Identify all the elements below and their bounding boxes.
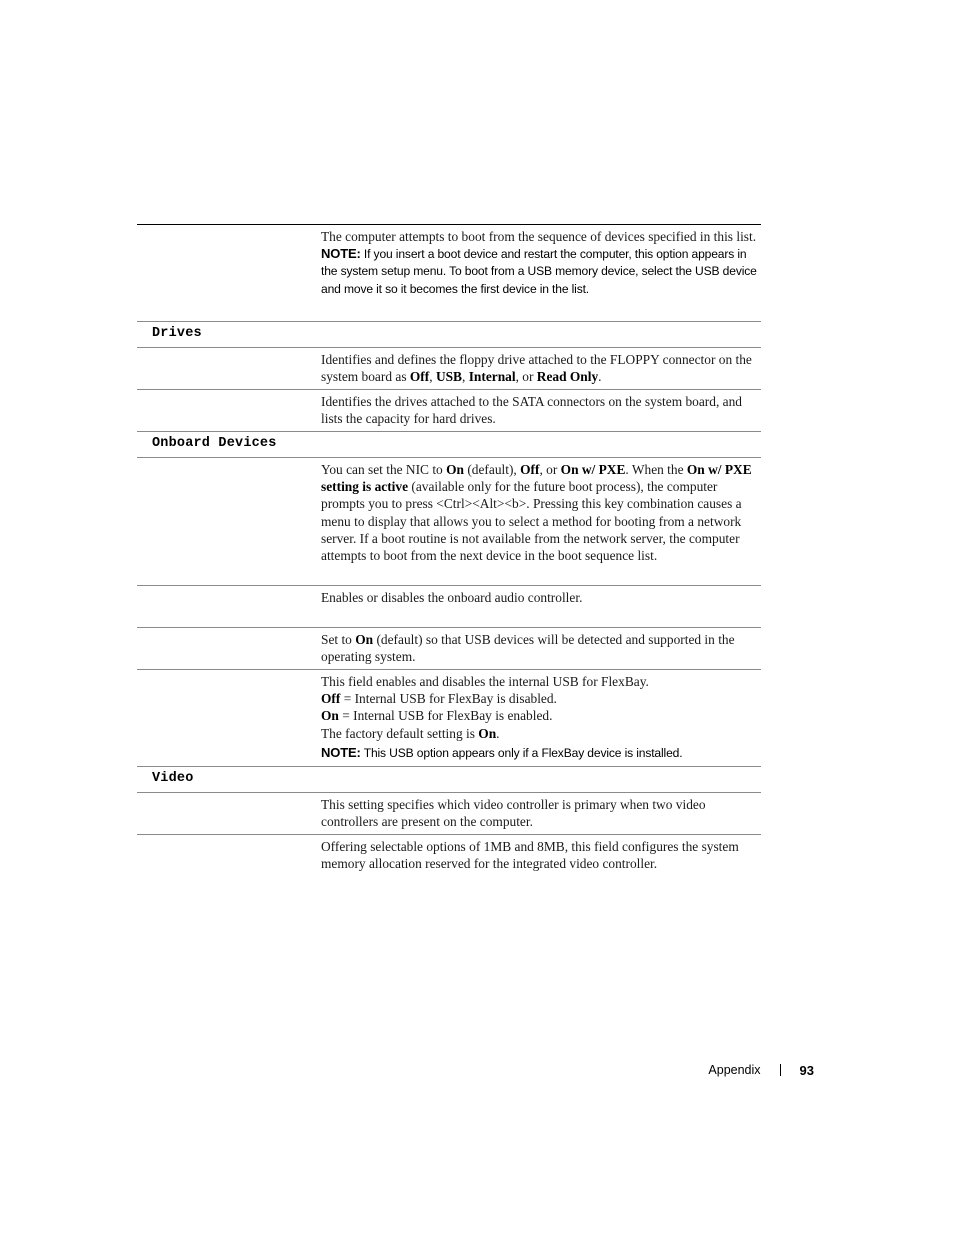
description-text: Enables or disables the onboard audio controller. xyxy=(321,590,583,605)
table-row xyxy=(137,390,761,432)
option-on: On = Internal USB for FlexBay is enabled. xyxy=(321,708,553,724)
row-description xyxy=(321,793,757,837)
row-description xyxy=(321,390,757,434)
description-text: This setting specifies which video controller is primary when two video controllers are present on the computer. xyxy=(321,797,706,830)
section-header-video xyxy=(137,767,761,793)
description-text: Set to On (default) so that USB devices will be detected and supported in the operating system. xyxy=(321,632,735,665)
row-description xyxy=(321,835,757,879)
footer-divider xyxy=(780,1064,781,1076)
note xyxy=(321,744,757,762)
description-text: Identifies and defines the floppy drive attached to the FLOPPY connector on the system board as Off, USB, Internal, or Read Only. xyxy=(321,352,752,385)
description-text: The computer attempts to boot from the sequence of devices specified in this list. xyxy=(321,229,757,244)
table-row xyxy=(137,348,761,390)
factory-default: The factory default setting is On. xyxy=(321,725,500,741)
note-label: NOTE: xyxy=(321,744,361,760)
page-number: 93 xyxy=(799,1062,814,1078)
section-title: Video xyxy=(152,771,194,786)
section-title: Onboard Devices xyxy=(152,436,277,451)
table-row xyxy=(137,458,761,586)
row-description xyxy=(321,225,757,305)
row-description xyxy=(321,670,757,769)
setup-options-table xyxy=(137,224,761,877)
description-text: Identifies the drives attached to the SATA connectors on the system board, and lists the capacity for hard drives. xyxy=(321,394,742,427)
option-off: Off = Internal USB for FlexBay is disabled. xyxy=(321,691,557,707)
row-description xyxy=(321,628,757,672)
description-text: Offering selectable options of 1MB and 8MB, this field configures the system memory allocation reserved for the integrated video controller. xyxy=(321,839,739,872)
table-row xyxy=(137,670,761,767)
row-description xyxy=(321,586,757,613)
row-description xyxy=(321,348,757,392)
section-header-drives xyxy=(137,322,761,348)
page-footer xyxy=(708,1061,814,1079)
table-row xyxy=(137,586,761,628)
note-text: This USB option appears only if a FlexBay device is installed. xyxy=(363,745,683,760)
note xyxy=(321,245,757,298)
note-label: NOTE: xyxy=(321,246,361,262)
footer-section-name: Appendix xyxy=(708,1063,761,1077)
table-row xyxy=(137,793,761,835)
table-row xyxy=(137,835,761,877)
section-title: Drives xyxy=(152,326,202,341)
table-row xyxy=(137,628,761,670)
section-header-onboard-devices xyxy=(137,432,761,458)
description-text: This field enables and disables the internal USB for FlexBay. xyxy=(321,674,649,689)
description-text: You can set the NIC to On (default), Off, or On w/ PXE. When the On w/ PXE setting is active (available only for the future boot process), the computer prompts you to press <Ctrl><Alt><b>. Pressing this key combination causes a menu to display that allows you to select a method for booting from a network server. If a boot routine is not available from the network server, the computer attempts to boot from the next device in the boot sequence list. xyxy=(321,462,752,564)
table-row xyxy=(137,225,761,322)
note-text: If you insert a boot device and restart the computer, this option appears in the system setup menu. To boot from a USB memory device, select the USB device and move it so it becomes the first device in the list. xyxy=(321,247,757,296)
row-description xyxy=(321,458,757,571)
